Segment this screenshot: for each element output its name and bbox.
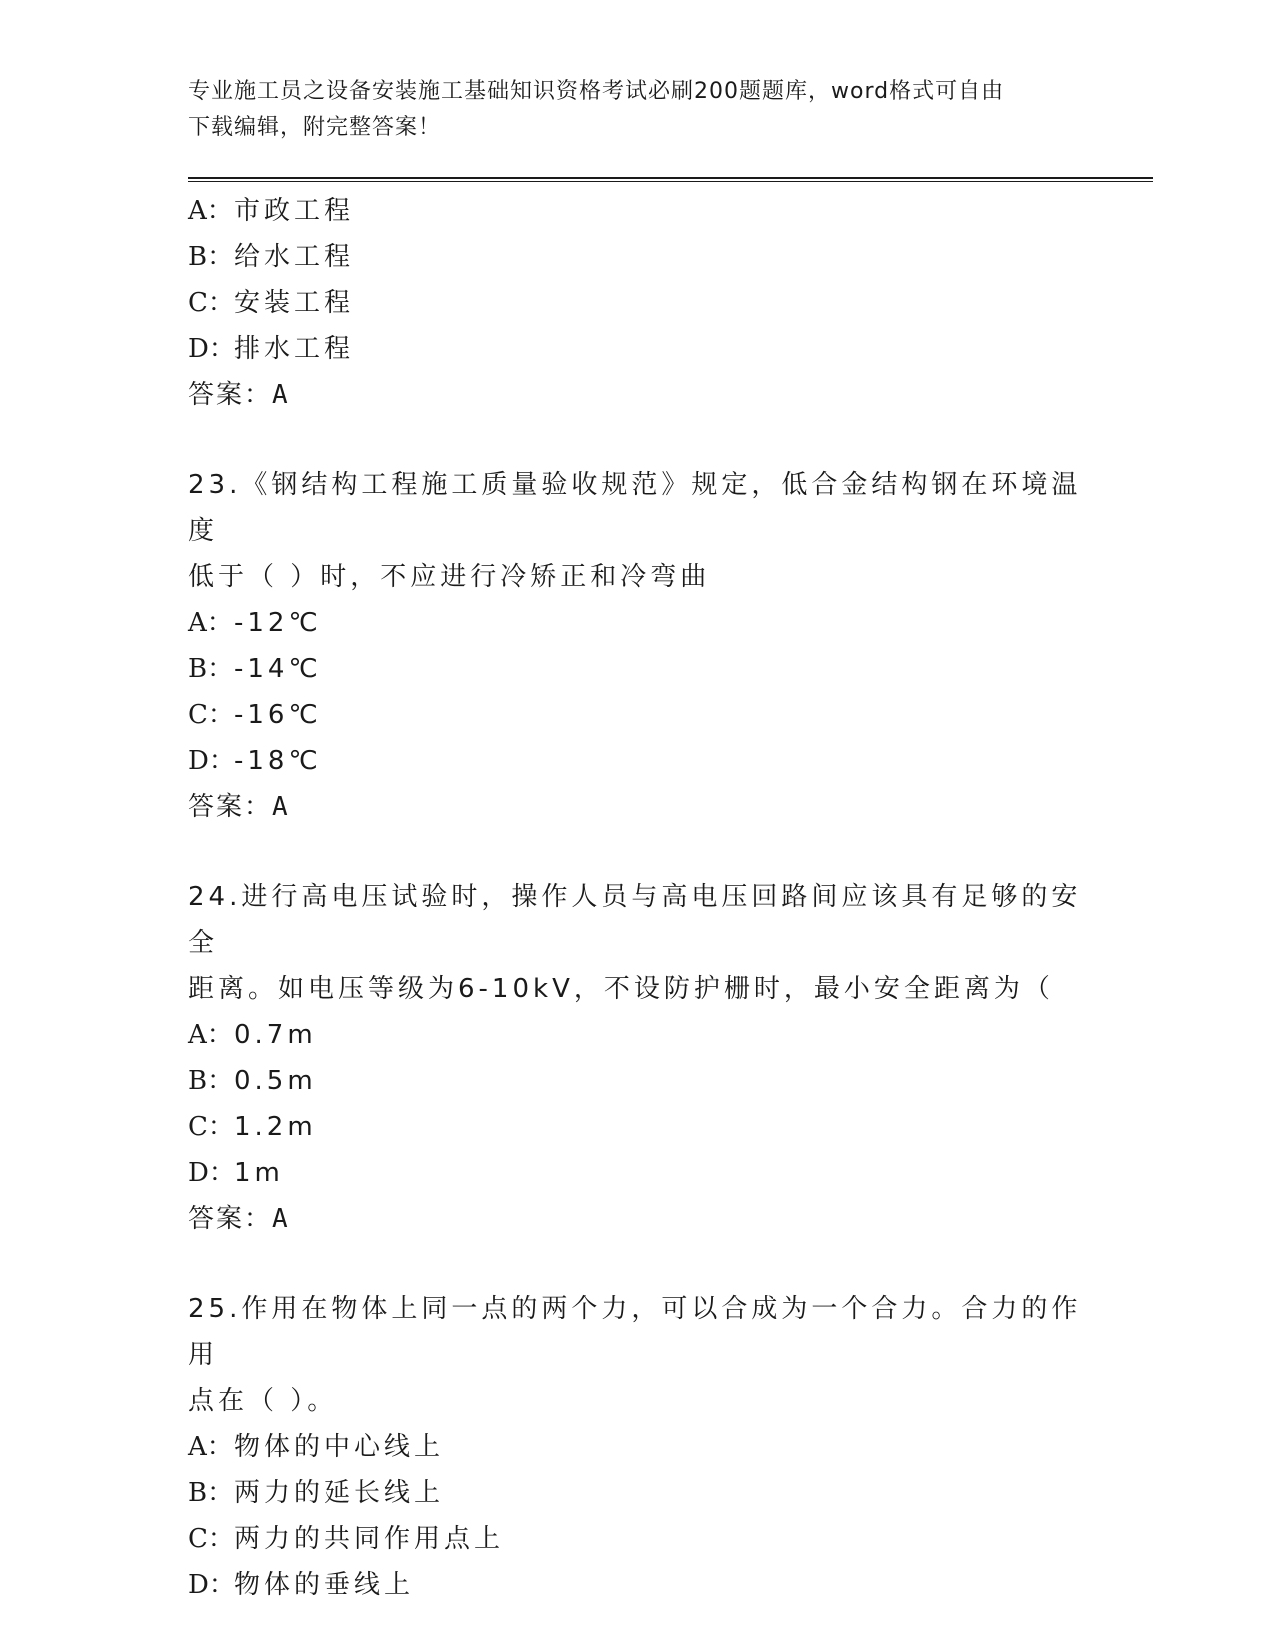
option-text: 物体的中心线上 [234, 1432, 445, 1462]
question-stem-line-2: 点在（ ）。 [188, 1386, 338, 1416]
option-text: 给水工程 [234, 242, 355, 272]
option-d [188, 1562, 1088, 1608]
option-text: 1m [234, 1158, 284, 1188]
option-b [188, 646, 1088, 692]
option-b [188, 234, 1088, 280]
option-text: -12℃ [234, 608, 322, 638]
option-text: 0.5m [234, 1066, 317, 1096]
option-letter: B： [188, 1066, 234, 1096]
option-letter: A： [188, 1020, 233, 1050]
option-text: -16℃ [234, 700, 322, 730]
option-a [188, 600, 1088, 646]
option-text: 两力的共同作用点上 [234, 1524, 505, 1554]
option-a [188, 188, 1088, 234]
answer-value: A [272, 380, 288, 410]
option-letter: B： [188, 242, 234, 272]
option-b [188, 1470, 1088, 1516]
question-stem-line-1: 24.进行高电压试验时，操作人员与高电压回路间应该具有足够的安全 [188, 882, 1082, 958]
option-text: 0.7m [234, 1020, 317, 1050]
answer-value: A [272, 1204, 288, 1234]
option-c [188, 280, 1088, 326]
option-d [188, 1150, 1088, 1196]
option-letter: A： [188, 1432, 233, 1462]
option-text: -14℃ [234, 654, 322, 684]
header-divider-thin [188, 181, 1153, 182]
option-text: 物体的垂线上 [234, 1570, 415, 1600]
option-d [188, 326, 1088, 372]
option-text: 市政工程 [234, 196, 355, 226]
answer-label: 答案： [188, 792, 273, 822]
option-c [188, 1104, 1088, 1150]
answer-line [188, 784, 1088, 830]
option-letter: A： [188, 608, 233, 638]
option-letter: D： [188, 334, 235, 364]
option-letter: C： [188, 1112, 234, 1142]
option-letter: D： [188, 746, 235, 776]
question-23 [188, 462, 1088, 830]
question-24 [188, 874, 1088, 1242]
option-letter: D： [188, 1158, 235, 1188]
question-list [188, 188, 1088, 1608]
option-text: -18℃ [234, 746, 322, 776]
option-text: 安装工程 [234, 288, 355, 318]
header-divider-thick [188, 177, 1153, 179]
question-stem-line-1: 23.《钢结构工程施工质量验收规范》规定，低合金结构钢在环境温度 [188, 470, 1082, 546]
option-letter: C： [188, 1524, 234, 1554]
option-d [188, 738, 1088, 784]
header-title-line-1: 专业施工员之设备安装施工基础知识资格考试必刷200题题库，word格式可自由 [188, 79, 1005, 104]
answer-label: 答案： [188, 380, 273, 410]
option-letter: C： [188, 700, 234, 730]
option-letter: D： [188, 1570, 235, 1600]
option-c [188, 1516, 1088, 1562]
option-c [188, 692, 1088, 738]
option-text: 排水工程 [234, 334, 355, 364]
answer-value: A [272, 792, 288, 822]
option-letter: B： [188, 1478, 234, 1508]
question-22-continued [188, 188, 1088, 418]
option-a [188, 1012, 1088, 1058]
option-text: 1.2m [234, 1112, 317, 1142]
option-a [188, 1424, 1088, 1470]
question-stem-line-1: 25.作用在物体上同一点的两个力，可以合成为一个合力。合力的作用 [188, 1294, 1082, 1370]
answer-line [188, 1196, 1088, 1242]
option-letter: B： [188, 654, 234, 684]
option-text: 两力的延长线上 [234, 1478, 445, 1508]
document-header [188, 74, 1088, 146]
header-title-line-2: 下载编辑，附完整答案！ [188, 115, 442, 140]
option-letter: A： [188, 196, 233, 226]
option-b [188, 1058, 1088, 1104]
answer-line [188, 372, 1088, 418]
answer-label: 答案： [188, 1204, 273, 1234]
question-stem-line-2: 低于（ ）时，不应进行冷矫正和冷弯曲 [188, 562, 711, 592]
question-25 [188, 1286, 1088, 1608]
option-letter: C： [188, 288, 234, 318]
question-stem-line-2: 距离。如电压等级为6-10kV，不设防护栅时，最小安全距离为（ [188, 974, 1054, 1004]
